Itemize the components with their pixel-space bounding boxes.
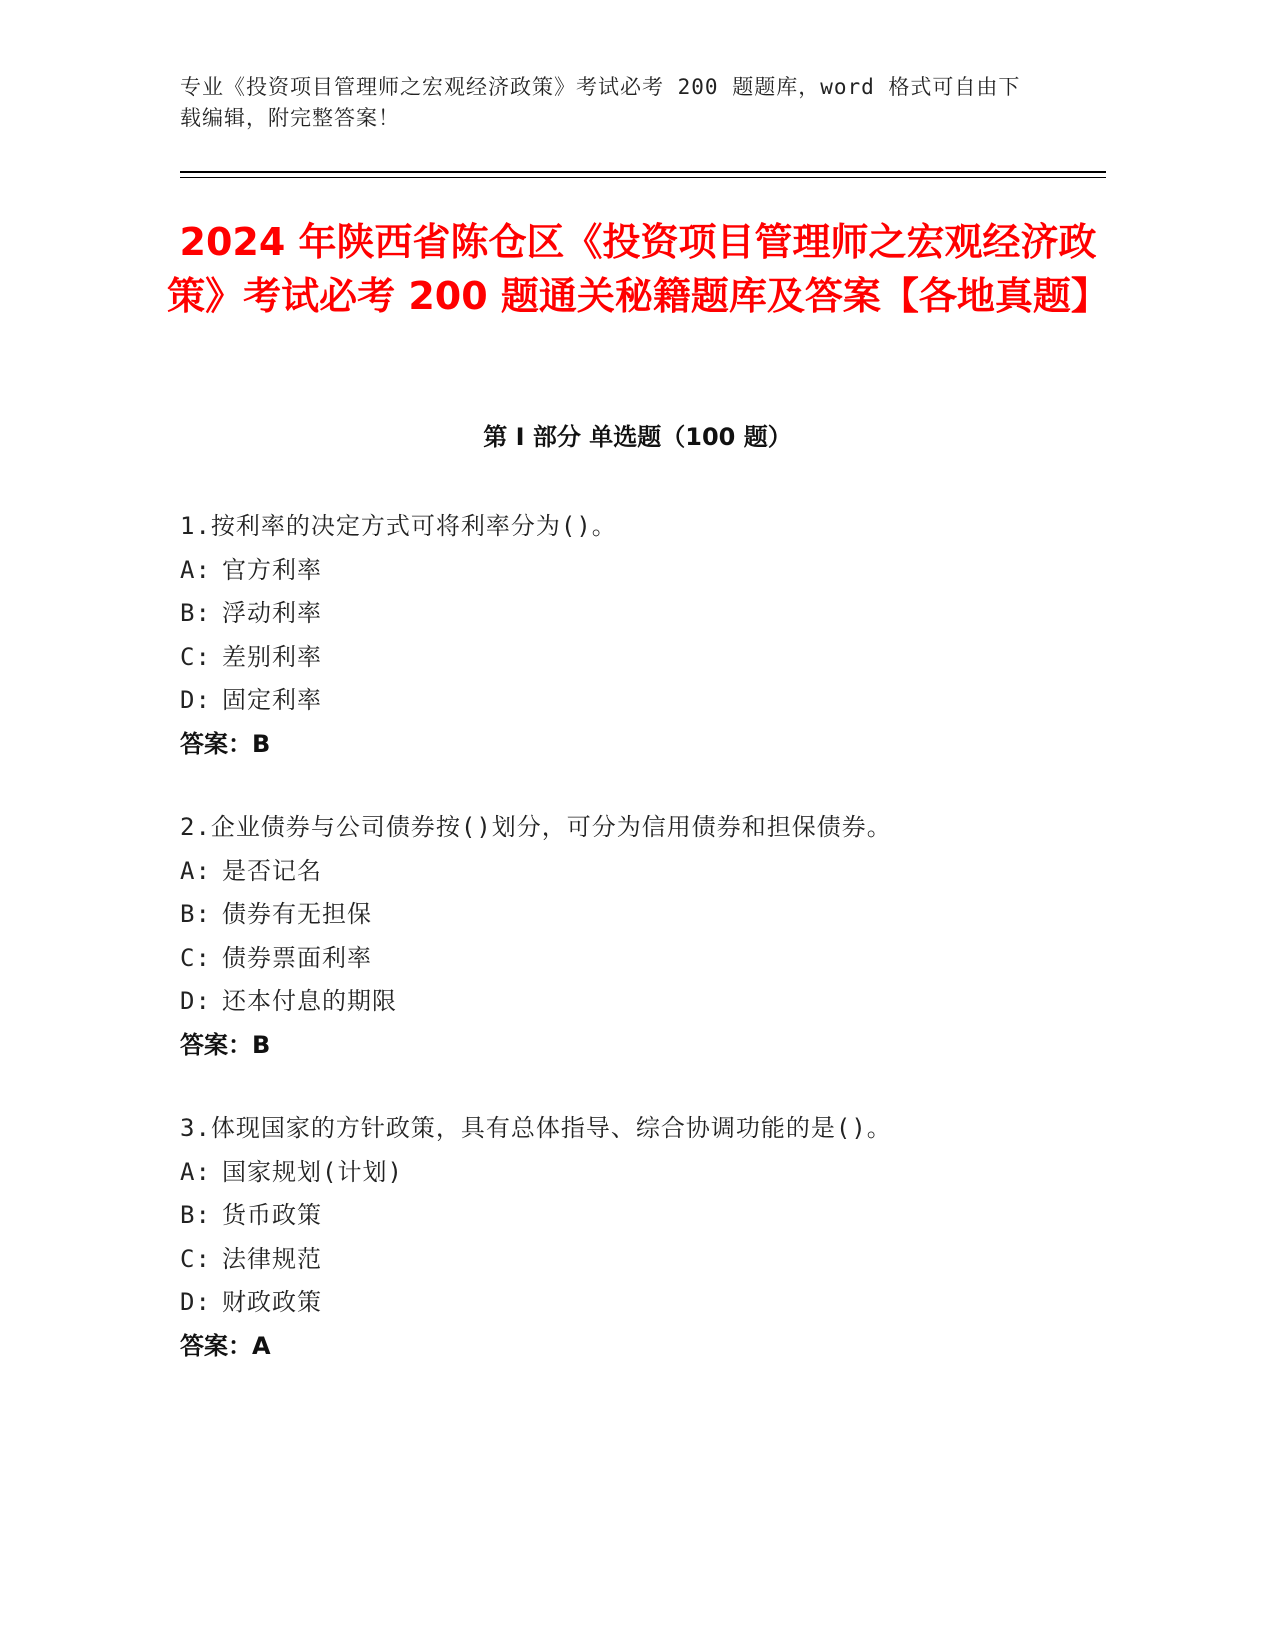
option-letter: A: bbox=[180, 555, 211, 584]
option-b bbox=[180, 592, 1100, 636]
question-stem: 3.体现国家的方针政策，具有总体指导、综合协调功能的是()。 bbox=[180, 1114, 892, 1142]
section-heading: 第 I 部分 单选题（100 题） bbox=[483, 423, 792, 451]
question-item bbox=[180, 505, 1100, 766]
option-letter: C: bbox=[180, 642, 211, 671]
option-a bbox=[180, 850, 1100, 894]
option-text: 债券有无担保 bbox=[222, 900, 372, 928]
option-b bbox=[180, 1194, 1100, 1238]
option-letter: C: bbox=[180, 943, 211, 972]
option-letter: D: bbox=[180, 1288, 211, 1316]
answer-line: 答案：B bbox=[180, 729, 271, 758]
option-d bbox=[180, 1281, 1100, 1325]
option-letter: B: bbox=[180, 1201, 211, 1229]
option-text: 还本付息的期限 bbox=[222, 987, 397, 1015]
option-d bbox=[180, 980, 1100, 1024]
option-c bbox=[180, 636, 1100, 680]
option-text: 浮动利率 bbox=[222, 599, 322, 627]
option-text: 债券票面利率 bbox=[222, 943, 372, 972]
option-text: 财政政策 bbox=[222, 1288, 322, 1316]
header-divider-thick bbox=[180, 171, 1106, 173]
question-list bbox=[180, 505, 1100, 1408]
option-text: 货币政策 bbox=[222, 1201, 322, 1229]
question-item bbox=[180, 806, 1100, 1067]
option-b bbox=[180, 893, 1100, 937]
option-letter: A: bbox=[180, 856, 211, 885]
option-letter: B: bbox=[180, 900, 211, 928]
option-d bbox=[180, 679, 1100, 723]
option-letter: B: bbox=[180, 599, 211, 627]
option-letter: C: bbox=[180, 1244, 211, 1273]
option-text: 法律规范 bbox=[222, 1244, 322, 1273]
option-text: 固定利率 bbox=[222, 686, 322, 714]
option-letter: D: bbox=[180, 686, 211, 714]
option-c bbox=[180, 1238, 1100, 1282]
option-letter: A: bbox=[180, 1157, 211, 1186]
answer-line: 答案：A bbox=[180, 1331, 271, 1360]
option-text: 差别利率 bbox=[222, 642, 322, 671]
option-text: 国家规划(计划) bbox=[222, 1157, 403, 1186]
question-stem: 2.企业债券与公司债券按()划分，可分为信用债券和担保债券。 bbox=[180, 813, 892, 841]
question-stem: 1.按利率的决定方式可将利率分为()。 bbox=[180, 512, 617, 540]
answer-line: 答案：B bbox=[180, 1030, 271, 1059]
option-c bbox=[180, 937, 1100, 981]
option-text: 官方利率 bbox=[222, 555, 322, 584]
header-note: 专业《投资项目管理师之宏观经济政策》考试必考 200 题题库，word 格式可自由下载编辑，附完整答案！ bbox=[180, 75, 1021, 130]
header-divider-thin bbox=[180, 177, 1106, 178]
option-a bbox=[180, 1151, 1100, 1195]
question-item bbox=[180, 1107, 1100, 1368]
option-letter: D: bbox=[180, 987, 211, 1015]
option-a bbox=[180, 549, 1100, 593]
option-text: 是否记名 bbox=[222, 856, 322, 885]
document-title: 2024 年陕西省陈仓区《投资项目管理师之宏观经济政策》考试必考 200 题通关秘籍题库及答案【各地真题】 bbox=[167, 220, 1109, 318]
